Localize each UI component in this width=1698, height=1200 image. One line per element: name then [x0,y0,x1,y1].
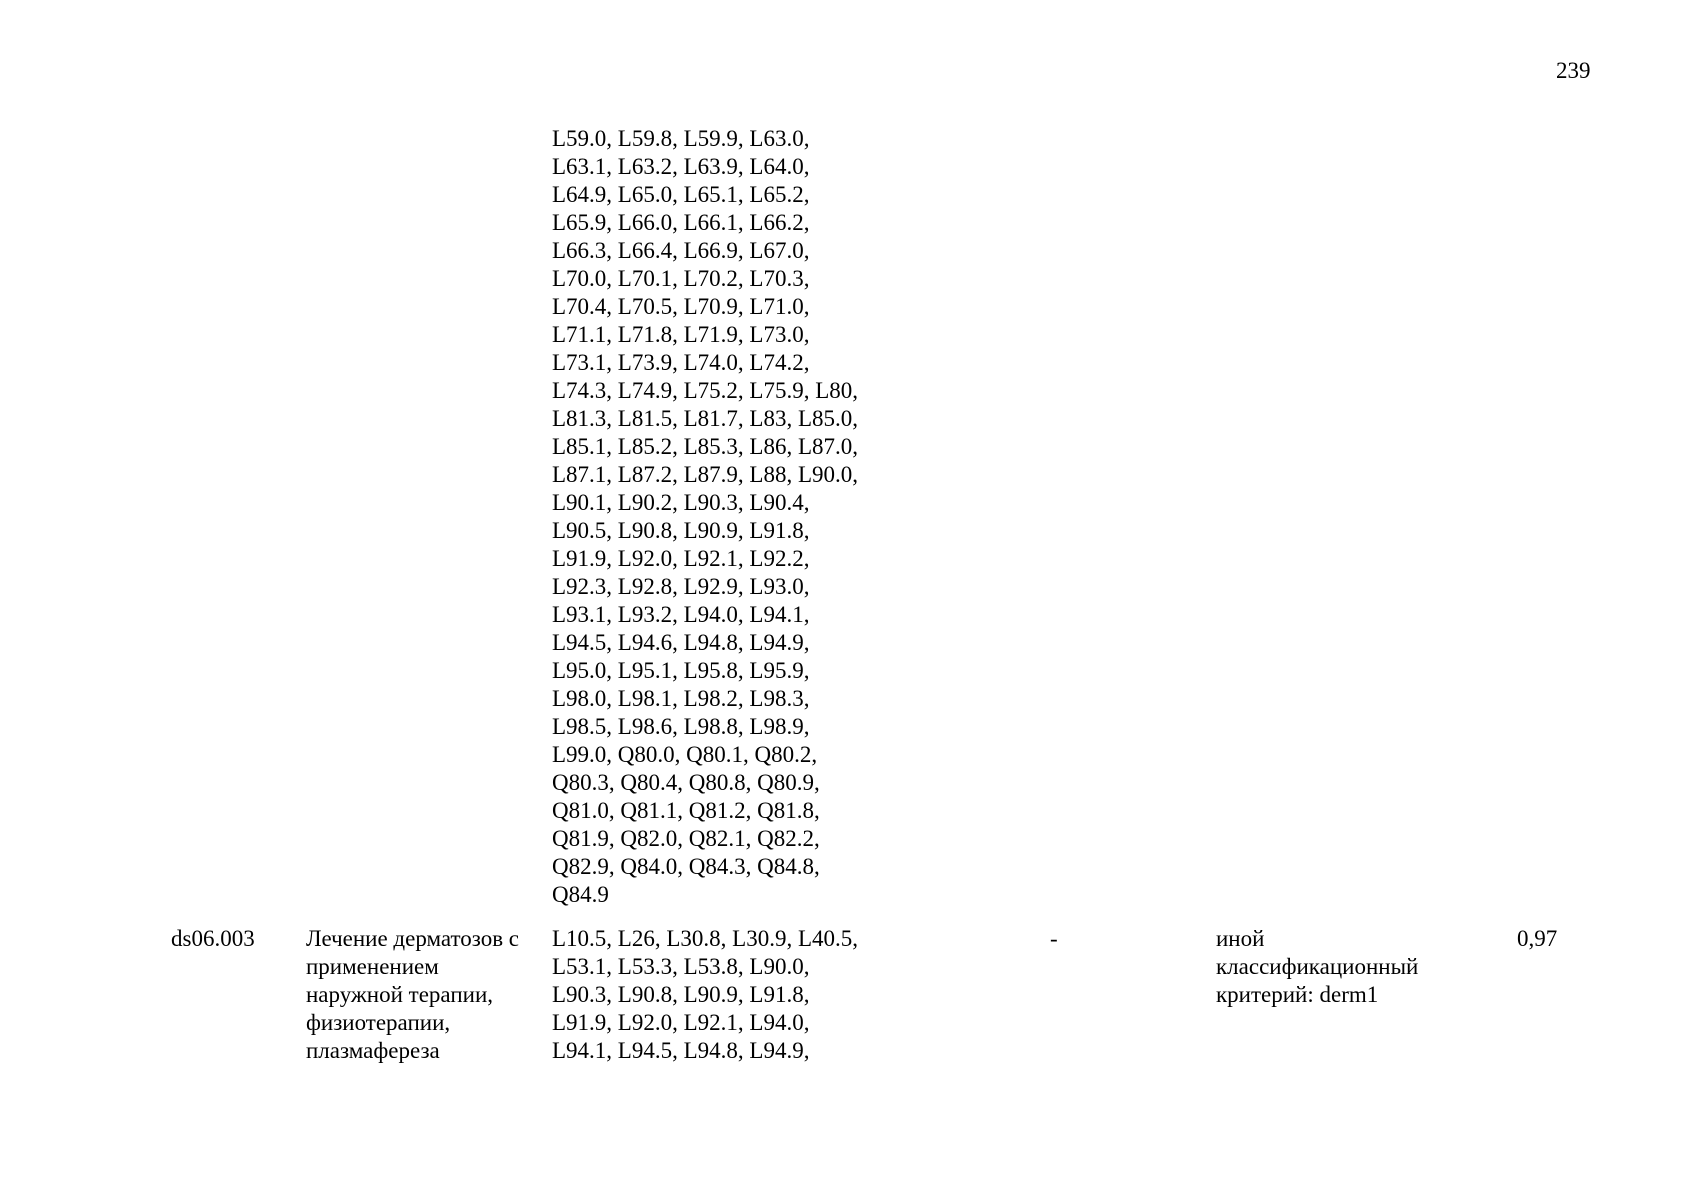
row-icd-line: L90.3, L90.8, L90.9, L91.8, [552,982,810,1007]
icd-codes-line: L87.1, L87.2, L87.9, L88, L90.0, [552,462,858,487]
icd-codes-line: L98.0, L98.1, L98.2, L98.3, [552,686,810,711]
row-coefficient: 0,97 [1517,926,1558,951]
icd-codes-line: Q80.3, Q80.4, Q80.8, Q80.9, [552,770,820,795]
icd-codes-line: L98.5, L98.6, L98.8, L98.9, [552,714,810,739]
icd-codes-line: L94.5, L94.6, L94.8, L94.9, [552,630,810,655]
row-name-line: Лечение дерматозов с [306,926,520,951]
icd-codes-line: L66.3, L66.4, L66.9, L67.0, [552,238,810,263]
icd-codes-line: L93.1, L93.2, L94.0, L94.1, [552,602,810,627]
row-service-code: - [1050,926,1058,951]
icd-codes-line: L91.9, L92.0, L92.1, L92.2, [552,546,810,571]
icd-codes-line: L71.1, L71.8, L71.9, L73.0, [552,322,810,347]
row-icd-line: L94.1, L94.5, L94.8, L94.9, [552,1038,810,1063]
continued-icd-codes [552,125,858,909]
row-icd-line: L10.5, L26, L30.8, L30.9, L40.5, [552,926,858,951]
icd-codes-line: L90.5, L90.8, L90.9, L91.8, [552,518,810,543]
row-name-line: наружной терапии, [306,982,494,1007]
row-icd-line: L91.9, L92.0, L92.1, L94.0, [552,1010,810,1035]
icd-codes-line: L95.0, L95.1, L95.8, L95.9, [552,658,810,683]
icd-codes-line: L99.0, Q80.0, Q80.1, Q80.2, [552,742,818,767]
icd-codes-line: L74.3, L74.9, L75.2, L75.9, L80, [552,378,858,403]
icd-codes-line: L85.1, L85.2, L85.3, L86, L87.0, [552,434,858,459]
row-criterion-line: классификационный [1216,954,1419,979]
icd-codes-line: Q84.9 [552,882,609,907]
icd-codes-line: L90.1, L90.2, L90.3, L90.4, [552,490,810,515]
row-icd-line: L53.1, L53.3, L53.8, L90.0, [552,954,810,979]
row-criterion-line: иной [1216,926,1265,951]
row-name-line: применением [306,954,439,979]
icd-codes-line: Q81.9, Q82.0, Q82.1, Q82.2, [552,826,820,851]
icd-codes-line: L59.0, L59.8, L59.9, L63.0, [552,126,810,151]
page-number: 239 [1556,58,1591,83]
icd-codes-line: L64.9, L65.0, L65.1, L65.2, [552,182,810,207]
icd-codes-line: L73.1, L73.9, L74.0, L74.2, [552,350,810,375]
icd-codes-line: L70.0, L70.1, L70.2, L70.3, [552,266,810,291]
row-name [306,925,519,1065]
icd-codes-line: Q81.0, Q81.1, Q81.2, Q81.8, [552,798,820,823]
icd-codes-line: L70.4, L70.5, L70.9, L71.0, [552,294,810,319]
row-code: ds06.003 [171,926,255,951]
icd-codes-line: L92.3, L92.8, L92.9, L93.0, [552,574,810,599]
icd-codes-line: L81.3, L81.5, L81.7, L83, L85.0, [552,406,858,431]
icd-codes-line: Q82.9, Q84.0, Q84.3, Q84.8, [552,854,820,879]
icd-codes-line: L63.1, L63.2, L63.9, L64.0, [552,154,810,179]
row-criterion [1216,925,1418,1009]
icd-codes-line: L65.9, L66.0, L66.1, L66.2, [552,210,810,235]
row-icd-codes [552,925,858,1065]
row-name-line: плазмафереза [306,1038,440,1063]
row-name-line: физиотерапии, [306,1010,451,1035]
row-criterion-line: критерий: derm1 [1216,982,1379,1007]
